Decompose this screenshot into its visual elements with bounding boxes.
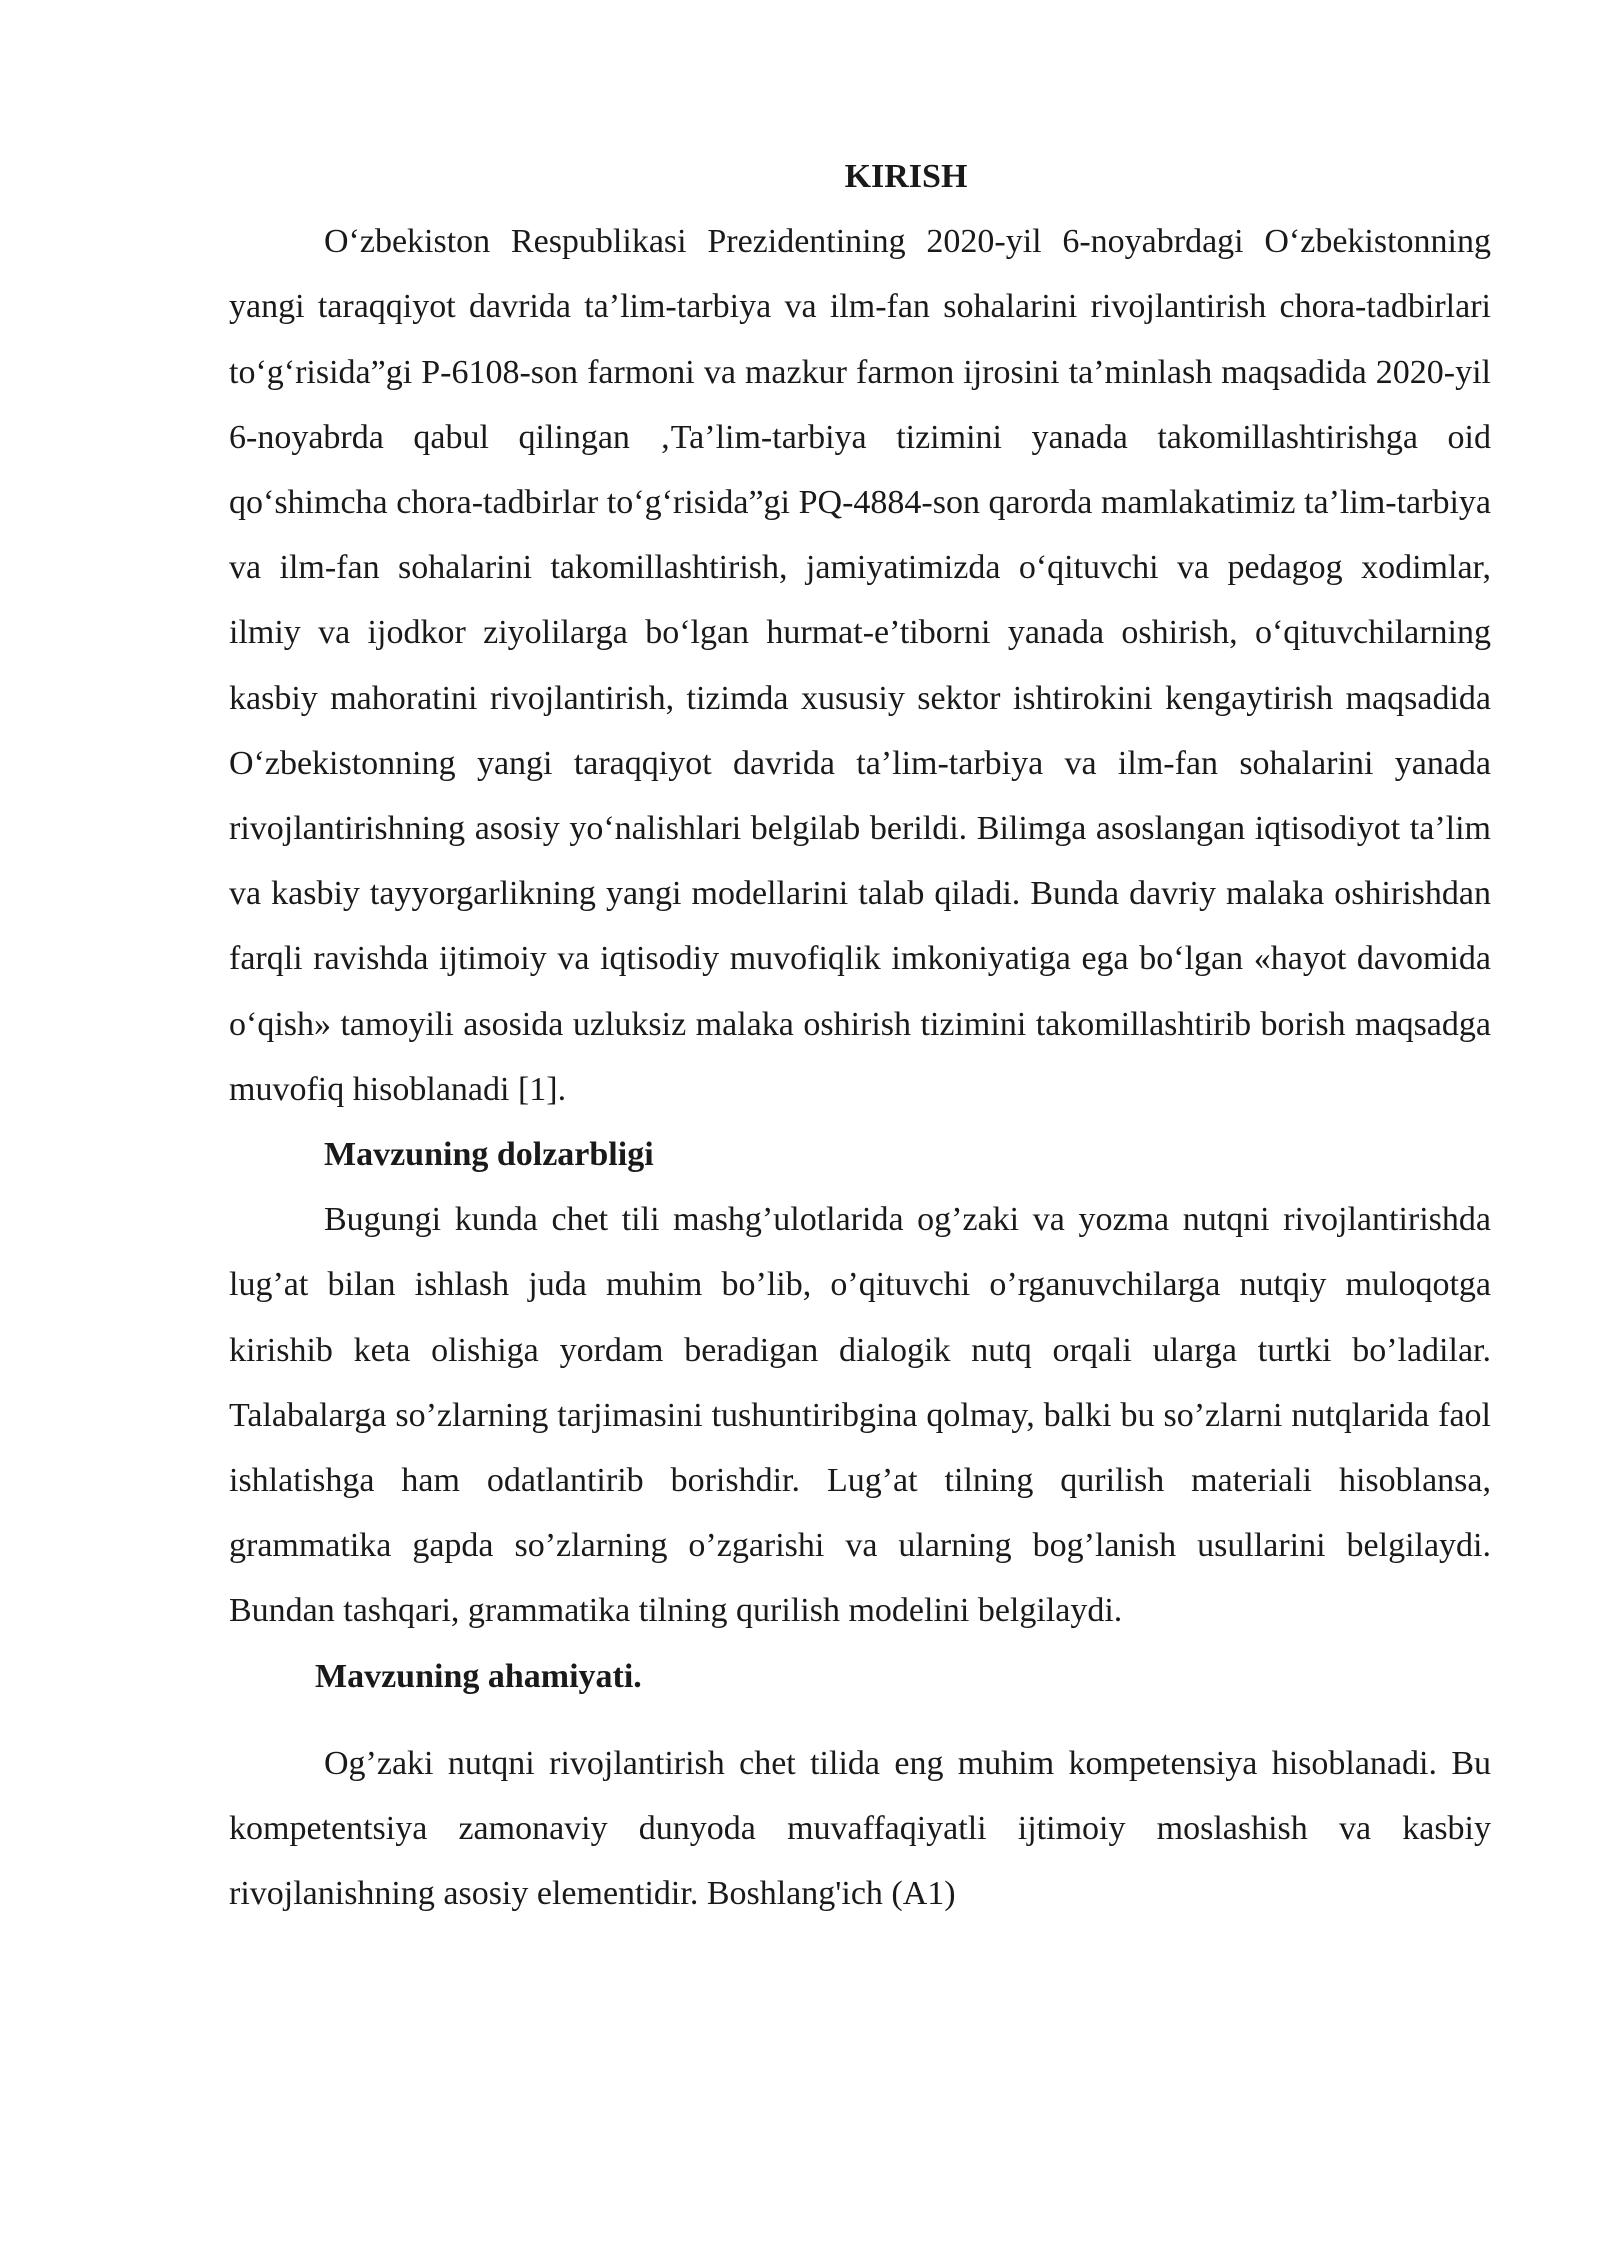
document-title: KIRISH (844, 158, 968, 195)
intro-paragraph: O‘zbekiston Respublikasi Prezidentining 2020-yil 6-noyabrdagi O‘zbekistonning yangi taraqqiyot davrida ta’lim-tarbiya va ilm-fan sohalarini rivojlantirish chora-tadbirlari to‘g‘risida”gi P-6108-son farmoni va mazkur farmon ijrosini ta’minlash maqsadida 2020-yil 6-noyabrda qabul qilingan ‚Ta’lim-tarbiya tizimini yanada takomillashtirishga oid qo‘shimcha chora-tadbirlar to‘g‘risida”gi PQ-4884-son qarorda mamlakatimiz ta’lim-tarbiya va ilm-fan sohalarini takomillashtirish, jamiyatimizda o‘qituvchi va pedagog xodimlar, ilmiy va ijodkor ziyolilarga bo‘lgan hurmat-e’tiborni yanada oshirish, o‘qituvchilarning kasbiy mahoratini rivojlantirish, tizimda xususiy sektor ishtirokini kengaytirish maqsadida O‘zbekistonning yangi taraqqiyot davrida ta’lim-tarbiya va ilm-fan sohalarini yanada rivojlantirishning asosiy yo‘nalishlari belgilab berildi. Bilimga asoslangan iqtisodiyot ta’lim va kasbiy tayyorgarlikning yangi modellarini talab qiladi. Bunda davriy malaka oshirishdan farqli ravishda ijtimoiy va iqtisodiy muvofiqlik imkoniyatiga ega bo‘lgan «hayot davomida o‘qish» tamoyili asosida uzluksiz malaka oshirish tizimini takomillashtirib borish maqsadga muvofiq hisoblanadi [1]. (229, 223, 1491, 1108)
section-heading-relevance: Mavzuning dolzarbligi (324, 1136, 654, 1174)
relevance-paragraph: Bugungi kunda chet tili mashg’ulotlarida og’zaki va yozma nutqni rivojlantirishda lug’at bilan ishlash juda muhim bo’lib, o’qituvchi o’rganuvchilarga nutqiy muloqotga kirishib keta olishiga yordam beradigan dialogik nutq orqali ularga turtki bo’ladilar. Talabalarga so’zlarning tarjimasini tushuntiribgina qolmay, balki bu so’zlarni nutqlarida faol ishlatishga ham odatlantirib borishdir. Lug’at tilning qurilish materiali hisoblansa, grammatika gapda so’zlarning o’zgarishi va ularning bog’lanish usullarini belgilaydi. Bundan tashqari, grammatika tilning qurilish modelini belgilaydi. (229, 1201, 1491, 1630)
section-heading-importance: Mavzuning ahamiyati. (315, 1657, 642, 1695)
importance-paragraph: Og’zaki nutqni rivojlantirish chet tilida eng muhim kompetensiya hisoblanadi. Bu kompetentsiya zamonaviy dunyoda muvaffaqiyatli ijtimoiy moslashish va kasbiy rivojlanishning asosiy elementidir. Boshlang'ich (A1) (229, 1744, 1491, 1913)
document-page (229, 144, 1491, 1926)
